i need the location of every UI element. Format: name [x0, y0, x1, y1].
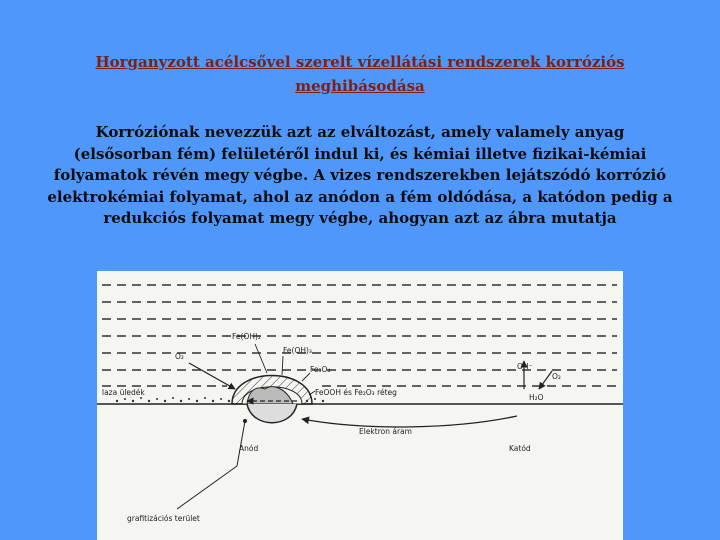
label-feoh2: Fe(OH)₂: [232, 332, 261, 341]
label-o2-right: O₂: [552, 372, 561, 381]
fe3o4-leader: [302, 373, 310, 381]
water-lines: [102, 285, 617, 386]
label-feooh-layer: FeOOH és Fe₂O₃ réteg: [315, 388, 397, 397]
graphitization-leader: [177, 421, 245, 509]
corrosion-diagram: [97, 271, 623, 540]
label-elektron-aram: Elektron áram: [359, 427, 412, 436]
label-laza-uledek: laza üledék: [102, 388, 145, 397]
label-fe3o4: Fe₃O₄: [310, 365, 331, 374]
label-grafitizacios-terulet: grafitizációs terület: [127, 514, 200, 523]
corrosion-pit: [247, 404, 297, 423]
label-oh-minus: OH⁻: [517, 362, 533, 371]
o2-left-arrow: [189, 363, 235, 389]
body-paragraph: Korróziónak nevezzük azt az elváltozást, amely valamely anyag (elsősorban fém) felületéről indul ki, és kémiai illetve fizikai-kémiai folyamatok révén megy végbe. A vizes rendszerekben lejátszódó korrózió elektrokémiai folyamat, ahol az anódon a fém oldódása, a katódon pedig a redukciós folyamat megy végbe, ahogyan azt az ábra mutatja: [47, 123, 673, 227]
corrosion-diagram-svg: [97, 271, 623, 540]
feoh3-leader: [282, 356, 283, 375]
slide-title: Horganyzott acélcsővel szerelt vízellátási rendszerek korróziós meghibásodása: [95, 53, 625, 95]
label-katod: Katód: [509, 444, 531, 453]
label-o2-left: O₂: [175, 352, 184, 361]
feoh2-leader: [255, 344, 267, 373]
graphitization-dot: [243, 419, 247, 423]
label-feoh3: Fe(OH)₃: [283, 346, 312, 355]
label-h2o: H₂O: [529, 393, 544, 402]
label-anod: Anód: [239, 444, 259, 453]
electron-current-arrow: [302, 416, 517, 427]
